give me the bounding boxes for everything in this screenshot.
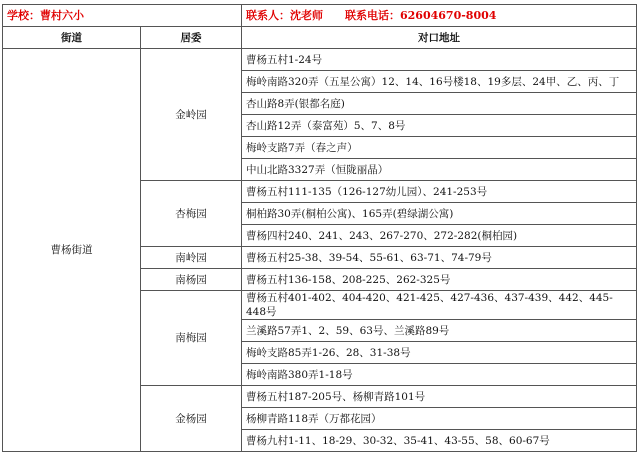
committee-name: 南梅园 <box>141 291 242 386</box>
committee-name: 南岭园 <box>141 247 242 269</box>
address-cell: 杨柳青路118弄（万都花园） <box>242 408 637 430</box>
address-cell: 中山北路3327弄（恒陇丽晶） <box>242 159 637 181</box>
school-name: 学校：曹村六小 <box>3 5 242 27</box>
address-cell: 桐柏路30弄(桐柏公寓)、165弄(碧绿湖公寓) <box>242 203 637 225</box>
column-header-row <box>3 27 637 49</box>
address-cell: 曹杨五村25-38、39-54、55-61、63-71、74-79号 <box>242 247 637 269</box>
address-cell: 曹杨四村240、241、243、267-270、272-282(桐柏园) <box>242 225 637 247</box>
contact-info <box>242 5 637 27</box>
school-district-table <box>2 4 637 452</box>
address-cell: 杏山路8弄(银都名庭) <box>242 93 637 115</box>
header-row <box>3 5 637 27</box>
address-cell: 曹杨九村1-11、18-29、30-32、35-41、43-55、58、60-67号 <box>242 430 637 452</box>
address-cell: 曹杨五村111-135（126-127幼儿园）、241-253号 <box>242 181 637 203</box>
address-cell: 梅岭南路380弄1-18号 <box>242 364 637 386</box>
column-header-address: 对口地址 <box>242 27 637 49</box>
address-cell: 曹杨五村401-402、404-420、421-425、427-436、437-439、442、445-448号 <box>242 291 637 320</box>
column-header-street: 街道 <box>3 27 141 49</box>
address-cell: 曹杨五村187-205号、杨柳青路101号 <box>242 386 637 408</box>
committee-name: 杏梅园 <box>141 181 242 247</box>
address-cell: 杏山路12弄（泰富苑）5、7、8号 <box>242 115 637 137</box>
street-name: 曹杨街道 <box>3 49 141 452</box>
committee-name: 金杨园 <box>141 386 242 452</box>
committee-name: 金岭园 <box>141 49 242 181</box>
address-cell: 曹杨五村1-24号 <box>242 49 637 71</box>
contact-phone: 联系电话：62604670-8004 <box>345 8 497 22</box>
address-cell: 曹杨五村136-158、208-225、262-325号 <box>242 269 637 291</box>
address-cell: 梅岭支路7弄（春之声） <box>242 137 637 159</box>
table-row <box>3 49 637 71</box>
committee-name: 南杨园 <box>141 269 242 291</box>
address-cell: 梅岭南路320弄（五星公寓）12、14、16号楼18、19多层、24甲、乙、丙、丁 <box>242 71 637 93</box>
contact-person: 联系人：沈老师 <box>246 8 323 22</box>
column-header-committee: 居委 <box>141 27 242 49</box>
address-cell: 兰溪路57弄1、2、59、63号、兰溪路89号 <box>242 320 637 342</box>
address-cell: 梅岭支路85弄1-26、28、31-38号 <box>242 342 637 364</box>
